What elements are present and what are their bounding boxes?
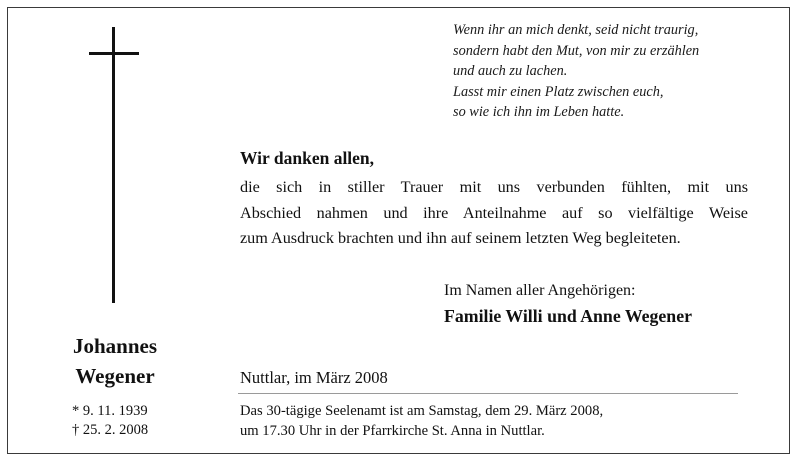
mass-line: um 17.30 Uhr in der Pfarrkirche St. Anna in Nuttlar. [240, 422, 545, 439]
poem-line: so wie ich ihn im Leben hatte. [453, 104, 625, 120]
mass-notice [240, 402, 603, 441]
poem-line: Wenn ihr an mich denkt, seid nicht traurig, [453, 22, 699, 38]
signature-line: Im Namen aller Angehörigen: [444, 282, 636, 299]
deceased-last-name: Wegener [75, 364, 155, 388]
death-date: † 25. 2. 2008 [72, 422, 149, 438]
thanks-title: Wir danken allen, [240, 148, 375, 168]
poem-line: Lasst mir einen Platz zwischen euch, [453, 83, 664, 100]
thanks-line: die sich in stiller Trauer mit uns verbunden fühlten, mit uns [240, 178, 748, 196]
cross-icon-bar [89, 52, 139, 55]
thanks-body [240, 175, 748, 252]
place-date: Nuttlar, im März 2008 [240, 368, 388, 387]
poem-line: sondern habt den Mut, von mir zu erzählen [453, 42, 700, 59]
mass-line: Das 30-tägige Seelenamt ist am Samstag, dem 29. März 2008, [240, 403, 604, 419]
poem [453, 20, 699, 123]
divider [238, 393, 738, 394]
deceased-first-name: Johannes [72, 334, 158, 358]
signature-family: Familie Willi und Anne Wegener [444, 306, 692, 326]
birth-date: * 9. 11. 1939 [72, 403, 148, 419]
poem-line: und auch zu lachen. [453, 63, 568, 79]
cross-icon [112, 27, 115, 303]
thanks-line: zum Ausdruck brachten und ihn auf seinem letzten Weg begleiteten. [240, 229, 681, 248]
life-dates [72, 402, 148, 440]
thanks-line: Abschied nahmen und ihre Anteilnahme auf so vielfältige Weise [240, 203, 748, 222]
